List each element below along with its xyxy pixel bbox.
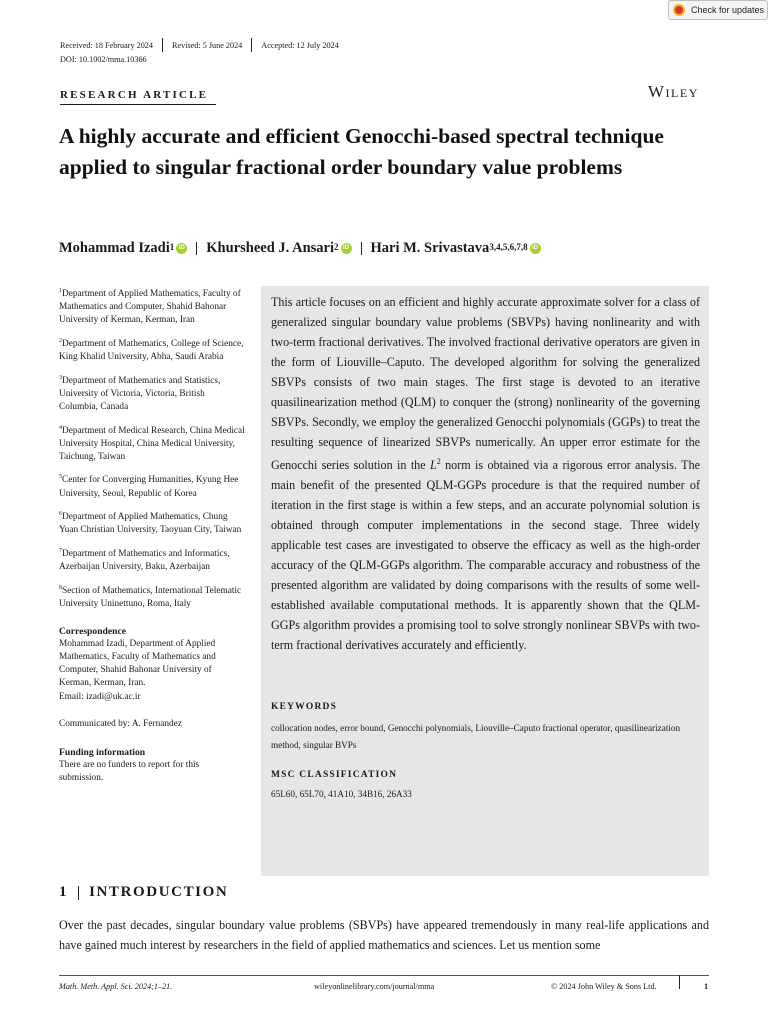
received-date: Received: 18 February 2024 [60, 40, 153, 50]
section-title: INTRODUCTION [89, 884, 229, 900]
footer-rule [59, 975, 709, 976]
doi[interactable]: DOI: 10.1002/mma.10366 [60, 55, 147, 64]
abstract-text: This article focuses on an efficient and highly accurate approximate solver for a class of generalized singular boundary value problems (SBVPs) having nonlinearity and with two-term fractional derivatives. The involved fractional derivative operators are given in the form of Liouville–Caputo. The developed algorithm for solving the generalized SBVPs consists of two main stages. The first stage is devoted to an iterative quasilinearization method (QLM) to conquer the (strong) nonlinearity of the governing SBVPs. Secondly, we employ the generalized Genocchi polynomials (GGPs) to treat the resulting sequence of linearized SBVPs numerically. An upper error estimate for the Genocchi series solution in the $L^2$ norm is obtained via a rigorous error analysis. The main benefit of the presented QLM-GGPs procedure is that the required number of iteration in the first stage is within a few steps, and an accurate polynomial solution is obtained through computer implementations in the second stage. Three widely applicable test cases are investigated to observe the efficacy as well as the high-order accuracy of the QLM-GGPs algorithm. The comparable accuracy and robustness of the presented algorithm are validated by doing comparisons with the results of some well-established available computational methods. It is apparently shown that the QLM-GGPs algorithm provides a promising tool to solve strongly nonlinear SBVPs with two-term fractional derivatives accurately and efficiently. [271, 295, 700, 653]
crossmark-icon [673, 4, 685, 16]
affiliation: $^8$Section of Mathematics, International Telematic University Uninettuno, Roma, Italy [59, 584, 242, 609]
keywords-heading: KEYWORDS [271, 702, 338, 712]
divider [679, 975, 680, 989]
affiliation: $^2$Department of Mathematics, College of Science, King Khalid University, Abha, Saudi Arabia [59, 337, 244, 363]
orcid-icon[interactable]: iD [176, 243, 187, 254]
orcid-icon[interactable]: iD [341, 243, 352, 254]
revised-date: Revised: 5 June 2024 [172, 40, 243, 50]
affiliation: $^5$Center for Converging Humanities, Kyung Hee University, Seoul, Republic of Korea [59, 474, 239, 499]
funding-text: There are no funders to report for this submission. [59, 759, 200, 783]
author-name[interactable]: Mohammad Izadi [59, 240, 170, 256]
funding-heading: Funding information [59, 746, 146, 758]
article-type: RESEARCH ARTICLE [60, 89, 209, 101]
affiliation: $^3$Department of Mathematics and Statistics, University of Victoria, Victoria, British Columbia, Canada [59, 374, 221, 412]
correspondence-text: Mohammad Izadi, Department of Applied Mathematics, Faculty of Mathematics and Computer, Shahid Bahonar University of Kerman, Kerman, Iran. [59, 639, 216, 689]
divider [361, 242, 362, 255]
correspondence-email[interactable]: Email: izadi@uk.ac.ir [59, 691, 141, 702]
divider [251, 38, 252, 52]
divider [78, 886, 79, 900]
copyright: © 2024 John Wiley & Sons Ltd. [551, 982, 657, 991]
journal-citation: Math. Meth. Appl. Sci. 2024;1–21. [59, 982, 173, 991]
check-for-updates-button[interactable] [668, 0, 768, 20]
publisher-logo: Wiley [648, 82, 699, 101]
page-number: 1 [704, 982, 709, 991]
author-name[interactable]: Khursheed J. Ansari [206, 240, 334, 256]
intro-paragraph: Over the past decades, singular boundary value problems (SBVPs) have appeared tremendously in many real-life applications and have gained much interest by researchers in the field of applied mathematics and sciences. Let us mention some [59, 918, 709, 952]
communicated-by: Communicated by: A. Fernandez [59, 718, 182, 729]
check-for-updates-label: Check for updates [691, 5, 765, 15]
affiliation: $^1$Department of Applied Mathematics, Faculty of Mathematics and Computer, Shahid Bahonar University of Kerman, Kerman, Iran [59, 288, 241, 326]
affiliation: $^4$Department of Medical Research, China Medical University Hospital, China Medical University, Taichung, Taiwan [59, 424, 245, 462]
affiliation: $^6$Department of Applied Mathematics, Chung Yuan Christian University, Taoyuan City, Taiwan [59, 511, 242, 536]
author-list [59, 240, 541, 257]
article-title: A highly accurate and efficient Genocchi-based spectral technique applied to singular fractional order boundary value problems [59, 124, 664, 179]
msc-codes: 65L60, 65L70, 41A10, 34B16, 26A33 [271, 789, 412, 799]
author-affiliation-mark: 3,4,5,6,7,8 [489, 241, 528, 252]
history-dates [60, 38, 339, 52]
author-affiliation-mark: 1 [169, 241, 175, 252]
sidebar-info [59, 285, 245, 785]
author-affiliation-mark: 2 [334, 241, 339, 252]
msc-heading: MSC CLASSIFICATION [271, 770, 398, 780]
divider [196, 242, 197, 255]
section-number: 1 [59, 884, 69, 900]
orcid-icon[interactable]: iD [530, 243, 541, 254]
author-name[interactable]: Hari M. Srivastava [370, 240, 490, 256]
correspondence-heading: Correspondence [59, 626, 126, 638]
keywords-text: collocation nodes, error bound, Genocchi polynomials, Liouville–Caputo fractional operator, quasilinearization method, singular BVPs [271, 723, 681, 750]
accepted-date: Accepted: 12 July 2024 [261, 40, 339, 50]
journal-url[interactable]: wileyonlinelibrary.com/journal/mma [314, 982, 435, 991]
section-heading [59, 884, 228, 901]
divider [162, 38, 163, 52]
article-type-underline [60, 104, 216, 105]
affiliation: $^7$Department of Mathematics and Informatics, Azerbaijan University, Baku, Azerbaijan [59, 547, 230, 573]
